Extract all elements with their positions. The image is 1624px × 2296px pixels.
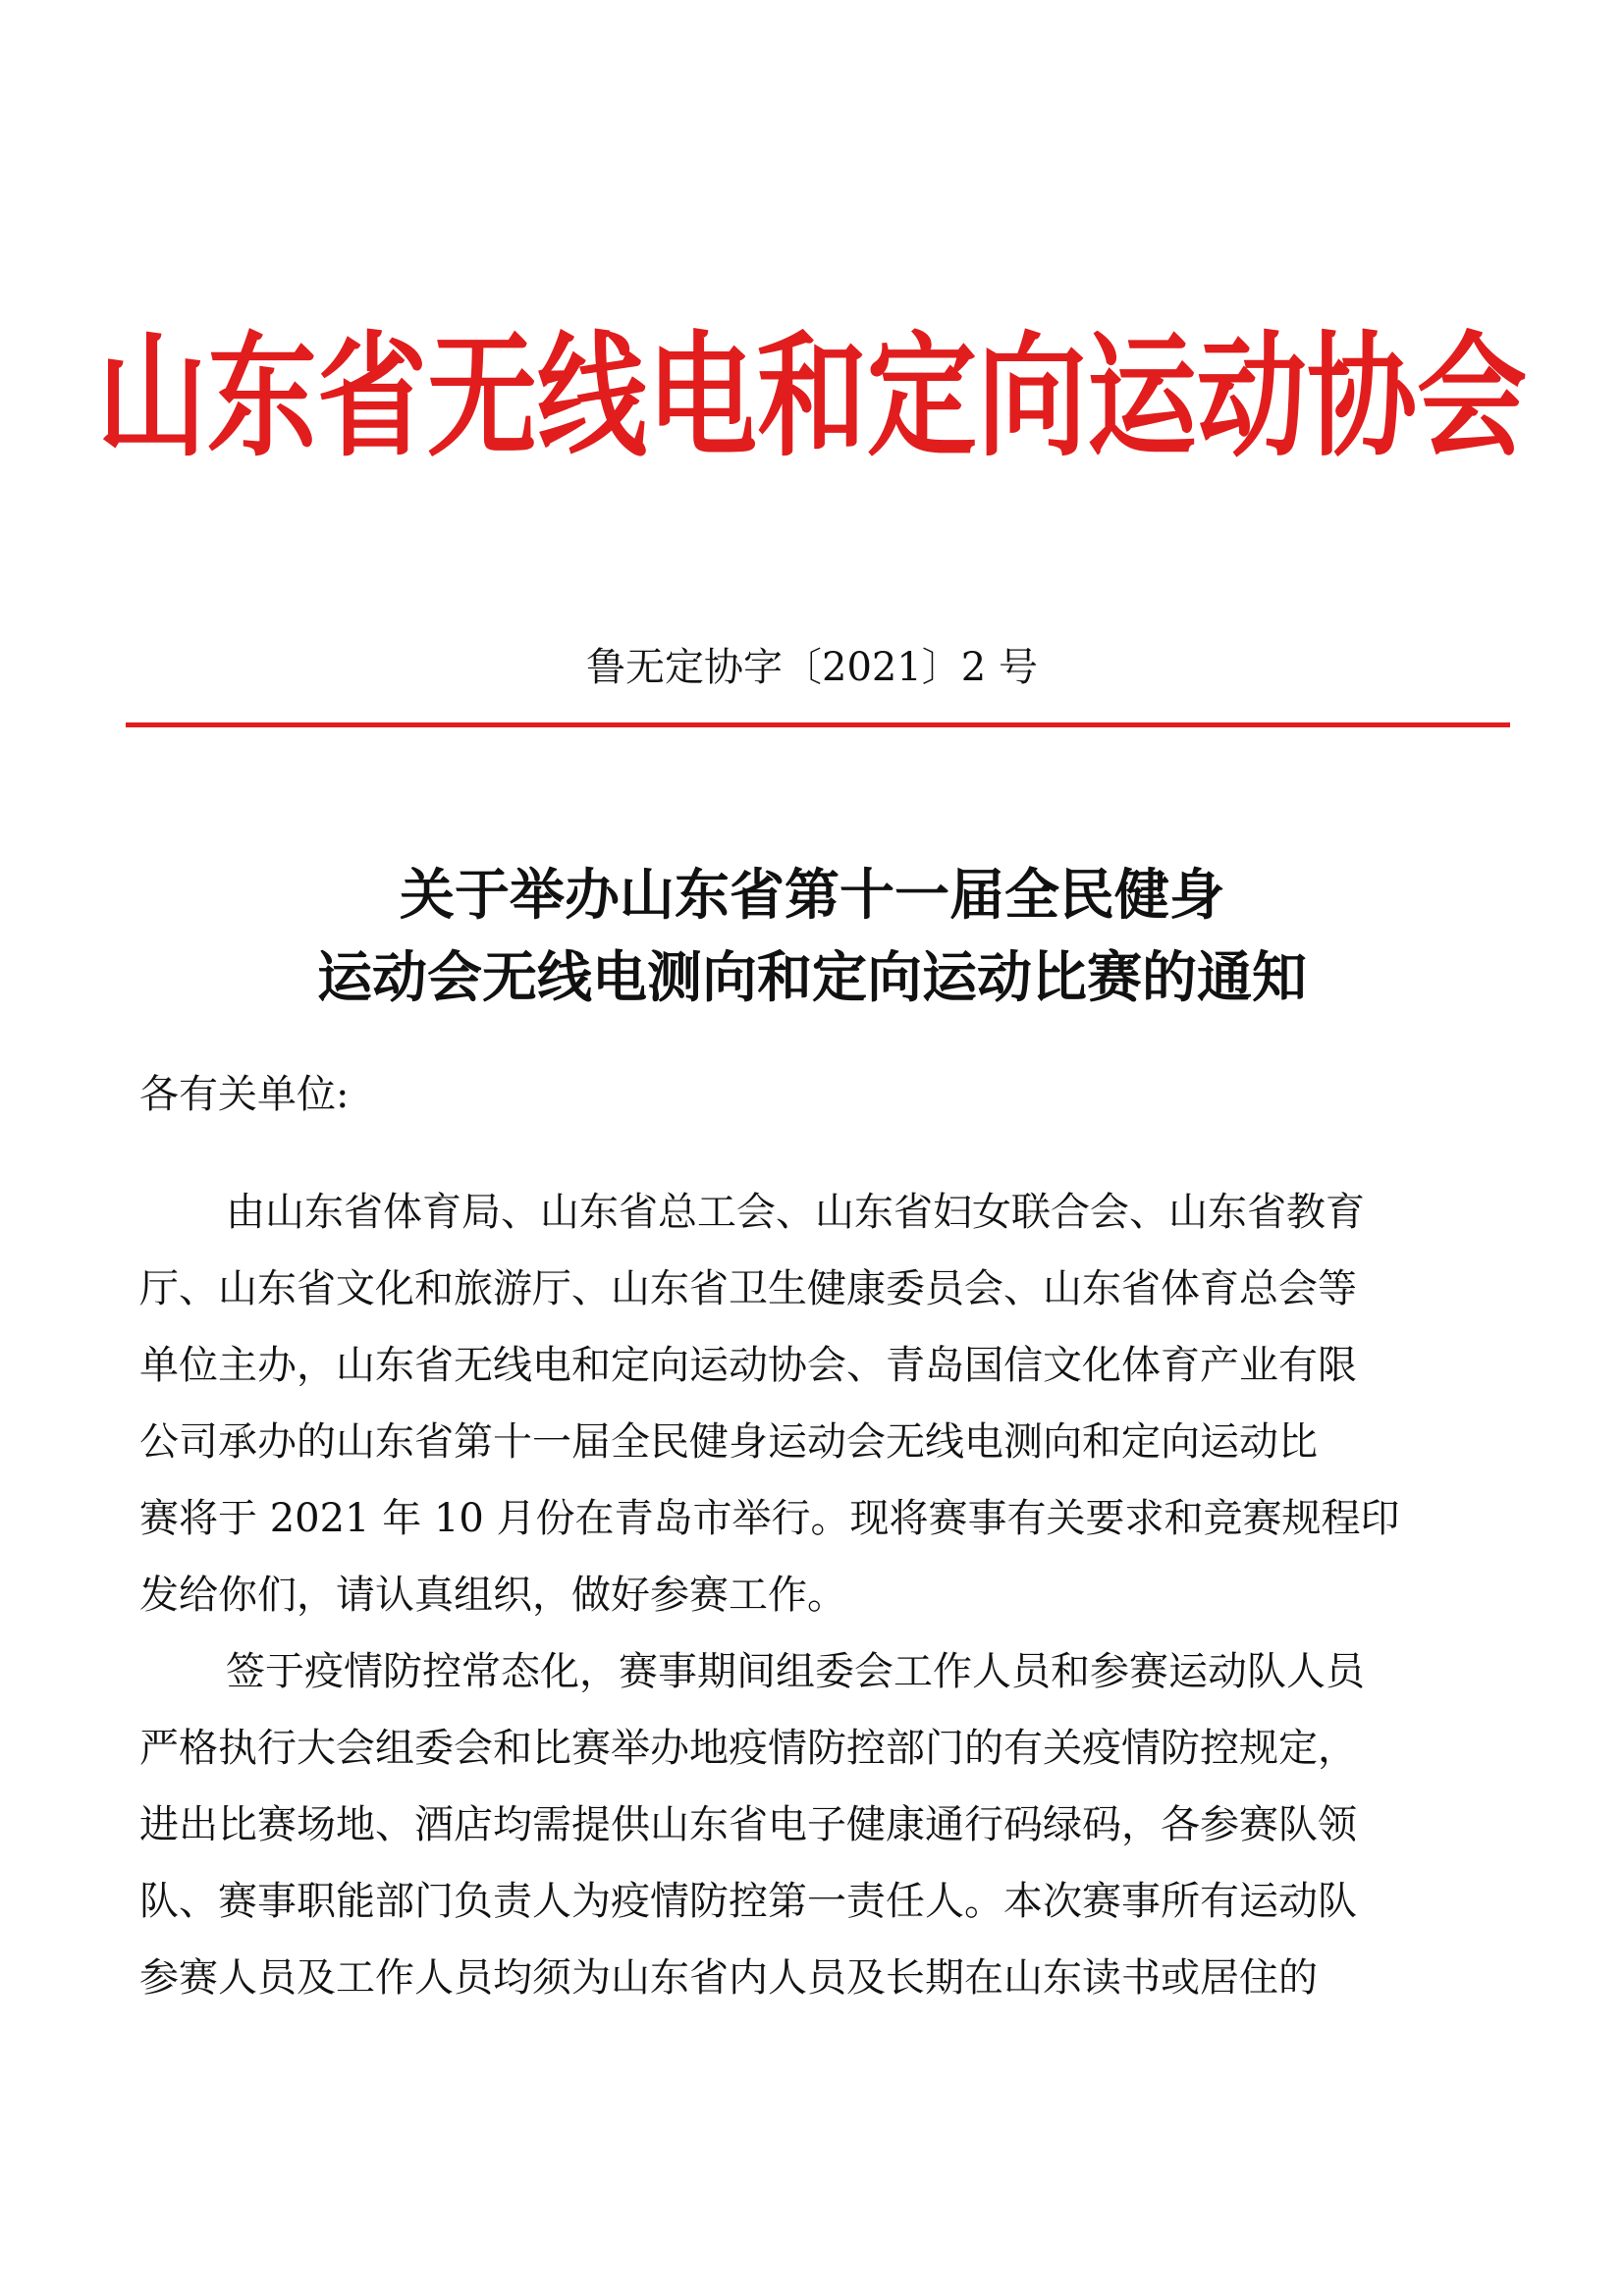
paragraph-2-line: 签于疫情防控常态化，赛事期间组委会工作人员和参赛运动队人员 [226, 1649, 1365, 1694]
paragraph-2-line: 进出比赛场地、酒店均需提供山东省电子健康通行码绿码，各参赛队领 [139, 1802, 1357, 1847]
paragraph-1-line: 单位主办，山东省无线电和定向运动协会、青岛国信文化体育产业有限 [139, 1343, 1357, 1388]
notice-title-line-2: 运动会无线电测向和定向运动比赛的通知 [317, 945, 1307, 1010]
paragraph-1-line: 赛将于 2021 年 10 月份在青岛市举行。现将赛事有关要求和竞赛规程印 [139, 1496, 1400, 1541]
document-number: 鲁无定协字〔2021〕2 号 [586, 645, 1038, 690]
notice-title-line-1: 关于举办山东省第十一届全民健身 [400, 863, 1224, 928]
body-paragraph-1 [139, 1174, 1485, 1633]
body-paragraph-2 [139, 1633, 1485, 2016]
issuing-organization-header: 山东省无线电和定向运动协会 [97, 318, 1527, 476]
paragraph-1-line: 由山东省体育局、山东省总工会、山东省妇女联合会、山东省教育 [226, 1190, 1365, 1235]
red-divider-line [126, 722, 1510, 727]
notice-title [0, 854, 1624, 1019]
salutation: 各有关单位: [139, 1072, 350, 1117]
paragraph-2-line: 参赛人员及工作人员均须为山东省内人员及长期在山东读书或居住的 [139, 1955, 1318, 2001]
paragraph-1-line: 公司承办的山东省第十一届全民健身运动会无线电测向和定向运动比 [139, 1419, 1318, 1465]
paragraph-1-line: 厅、山东省文化和旅游厅、山东省卫生健康委员会、山东省体育总会等 [139, 1266, 1357, 1311]
paragraph-2-line: 严格执行大会组委会和比赛举办地疫情防控部门的有关疫情防控规定， [139, 1726, 1357, 1771]
paragraph-2-line: 队、赛事职能部门负责人为疫情防控第一责任人。本次赛事所有运动队 [139, 1879, 1357, 1924]
paragraph-1-line: 发给你们，请认真组织，做好参赛工作。 [139, 1573, 846, 1618]
